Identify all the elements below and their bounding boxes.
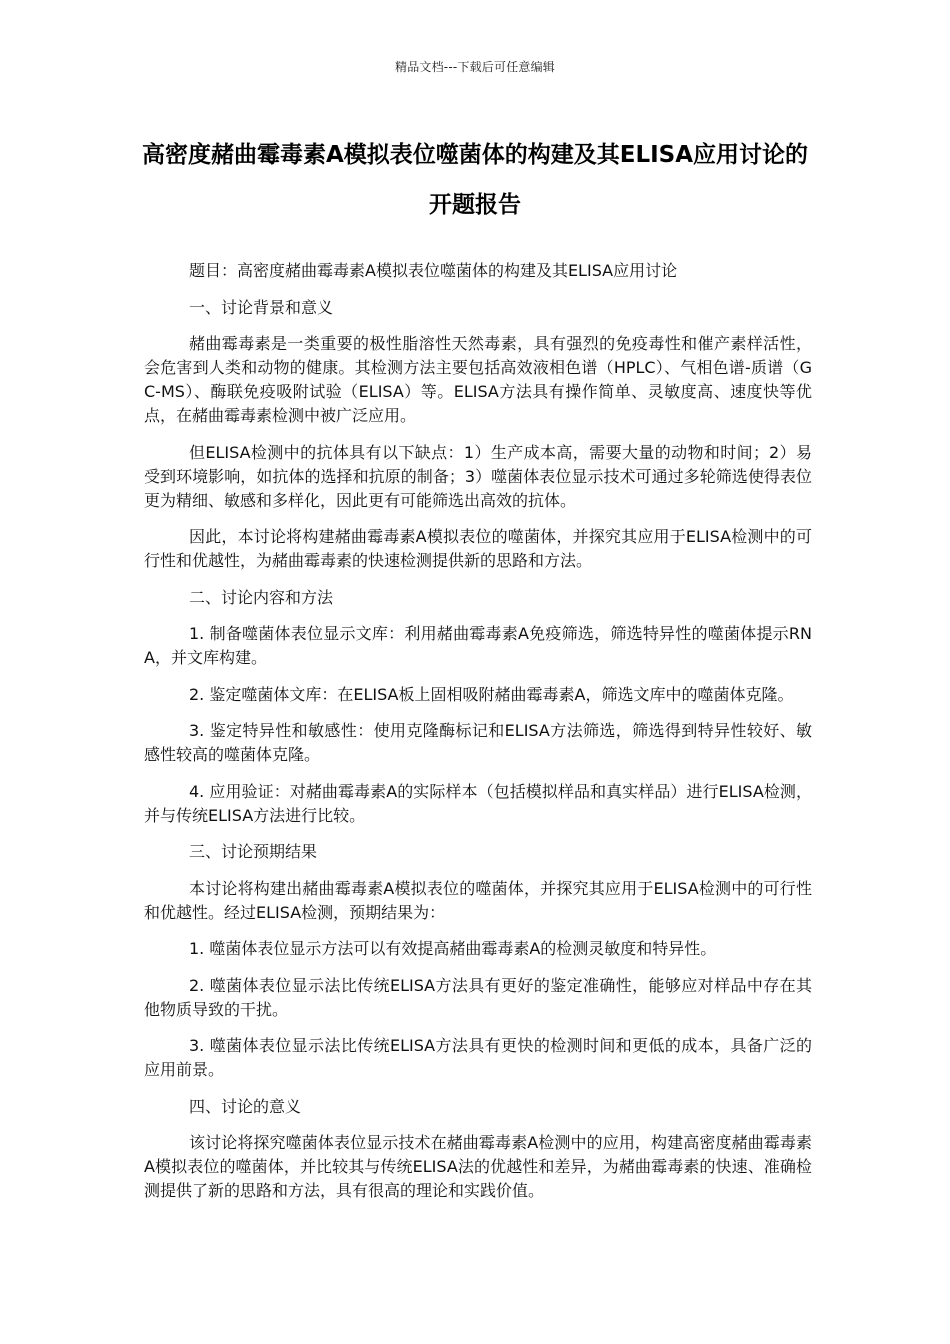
list-item: 4. 应用验证：对赭曲霉毒素A的实际样本（包括模拟样品和真实样品）进行ELISA检测，并与传统ELISA方法进行比较。: [144, 781, 812, 825]
section-heading-content-methods: 二、讨论内容和方法: [189, 587, 334, 607]
section-heading-expected-results: 三、讨论预期结果: [189, 842, 318, 861]
document-title: 高密度赭曲霉毒素A模拟表位噬菌体的构建及其ELISA应用讨论的开题报告: [141, 142, 809, 218]
list-item: 3. 鉴定特异性和敏感性：使用克隆酶标记和ELISA方法筛选，筛选得到特异性较好、敏感性较高的噬菌体克隆。: [144, 721, 812, 764]
paragraph: 因此，本讨论将构建赭曲霉毒素A模拟表位的噬菌体，并探究其应用于ELISA检测中的可行性和优越性，为赭曲霉毒素的快速检测提供新的思路和方法。: [144, 527, 812, 570]
paragraph: 本讨论将构建出赭曲霉毒素A模拟表位的噬菌体，并探究其应用于ELISA检测中的可行性和优越性。经过ELISA检测，预期结果为：: [144, 878, 812, 922]
list-item: 2. 噬菌体表位显示法比传统ELISA方法具有更好的鉴定准确性，能够应对样品中存在其他物质导致的干扰。: [144, 975, 812, 1019]
header-note: 精品文档---下载后可任意编辑: [395, 60, 555, 74]
paragraph: 但ELISA检测中的抗体具有以下缺点：1）生产成本高，需要大量的动物和时间；2）易受到环境影响，如抗体的选择和抗原的制备；3）噬菌体表位显示技术可通过多轮筛选使得表位更为精细、敏感和多样化，因此更有可能筛选出高效的抗体。: [144, 442, 812, 510]
list-item: 1. 噬菌体表位显示方法可以有效提高赭曲霉毒素A的检测灵敏度和特异性。: [189, 939, 717, 958]
document-body: [144, 259, 812, 1216]
section-heading-background: 一、讨论背景和意义: [189, 297, 334, 317]
paragraph: 赭曲霉毒素是一类重要的极性脂溶性天然毒素，具有强烈的免疫毒性和催产素样活性，会危害到人类和动物的健康。其检测方法主要包括高效液相色谱（HPLC）、气相色谱-质谱（GC-MS）、酶联免疫吸附试验（ELISA）等。ELISA方法具有操作简单、灵敏度高、速度快等优点，在赭曲霉毒素检测中被广泛应用。: [144, 334, 812, 425]
list-item: 3. 噬菌体表位显示法比传统ELISA方法具有更快的检测时间和更低的成本，具备广泛的应用前景。: [144, 1036, 812, 1079]
paragraph: 该讨论将探究噬菌体表位显示技术在赭曲霉毒素A检测中的应用，构建高密度赭曲霉毒素A模拟表位的噬菌体，并比较其与传统ELISA法的优越性和差异，为赭曲霉毒素的快速、准确检测提供了新的思路和方法，具有很高的理论和实践价值。: [144, 1133, 812, 1200]
section-heading-significance: 四、讨论的意义: [189, 1096, 302, 1116]
list-item: 1. 制备噬菌体表位显示文库：利用赭曲霉毒素A免疫筛选，筛选特异性的噬菌体提示RNA，并文库构建。: [144, 624, 812, 667]
list-item: 2. 鉴定噬菌体文库：在ELISA板上固相吸附赭曲霉毒素A，筛选文库中的噬菌体克隆。: [189, 684, 794, 704]
topic-line: 题目：高密度赭曲霉毒素A模拟表位噬菌体的构建及其ELISA应用讨论: [189, 261, 678, 280]
